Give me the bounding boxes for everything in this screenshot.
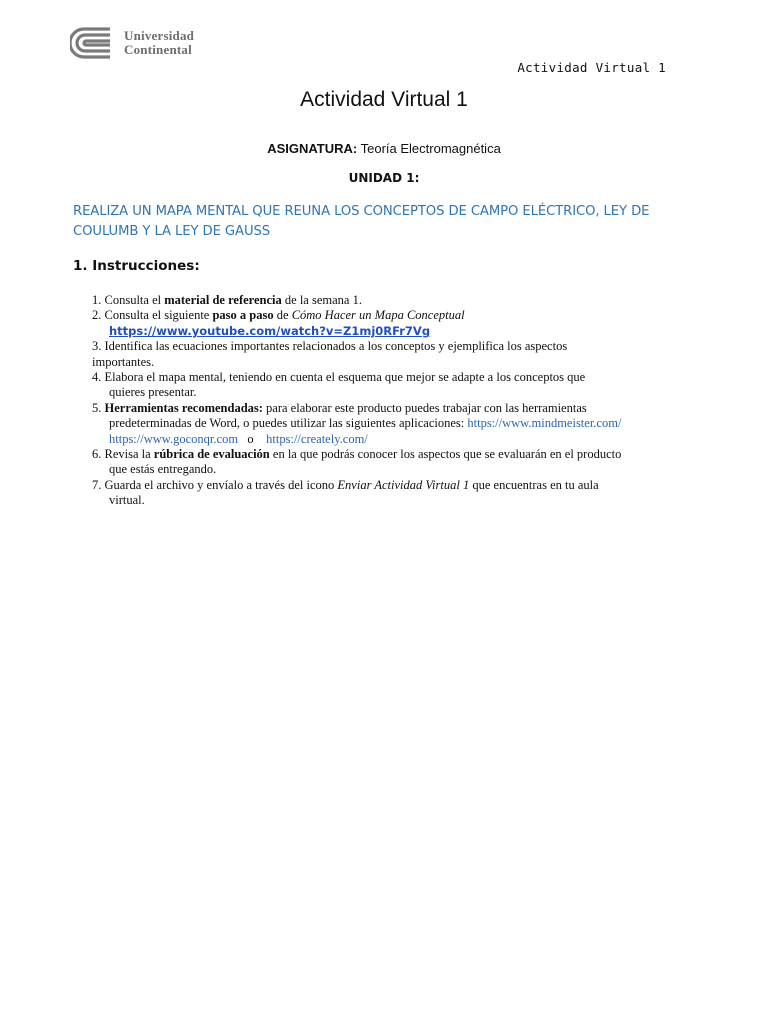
- item-text: 6. Revisa la: [92, 447, 154, 462]
- header-activity-label: Actividad Virtual 1: [517, 60, 666, 75]
- item-text: 3. Identifica las ecuaciones importantes relacionados a los conceptos y ejemplifica los aspectos: [92, 339, 568, 354]
- university-logo: [70, 26, 194, 60]
- task-statement: REALIZA UN MAPA MENTAL QUE REUNA LOS CONCEPTOS DE CAMPO ELÉCTRICO, LEY DE COULUMB Y LA LEY DE GAUSS: [73, 204, 650, 239]
- list-item: [92, 401, 712, 447]
- item-text: de: [273, 308, 292, 323]
- item-continuation: [92, 432, 712, 447]
- item-bold: paso a paso: [212, 308, 274, 323]
- item-bold: Herramientas recomendadas:: [104, 400, 263, 415]
- item-text: para elaborar este producto puedes trabajar con las herramientas: [262, 400, 587, 415]
- list-item: [92, 370, 712, 401]
- item-continuation: que estás entregando.: [109, 462, 217, 477]
- item-bold: rúbrica de evaluación: [153, 447, 270, 462]
- item-text: 1. Consulta el: [92, 293, 165, 307]
- item-text: 7. Guarda el archivo y envíalo a través del icono: [92, 477, 338, 492]
- item-text: o: [238, 431, 267, 446]
- item-continuation: [92, 324, 712, 339]
- item-text: de la semana 1.: [281, 293, 362, 307]
- item-text: predeterminadas de Word, o puedes utilizar las siguientes aplicaciones:: [109, 416, 468, 431]
- logo-line1: Universidad: [124, 28, 195, 43]
- item-text: 2. Consulta el siguiente: [92, 308, 213, 323]
- subject-label: ASIGNATURA:: [267, 141, 358, 156]
- creately-link[interactable]: https://creately.com/: [266, 431, 368, 446]
- youtube-link[interactable]: https://www.youtube.com/watch?v=Z1mj0RFr7Vg: [109, 323, 431, 338]
- item-continuation: [92, 416, 712, 431]
- logo-line2: Continental: [124, 42, 192, 57]
- item-italic: Cómo Hacer un Mapa Conceptual: [291, 308, 465, 323]
- item-italic: Enviar Actividad Virtual 1: [337, 477, 470, 492]
- item-continuation: quieres presentar.: [109, 385, 197, 400]
- item-text: 5.: [92, 400, 105, 415]
- page-title: Actividad Virtual 1: [300, 88, 468, 111]
- list-item: [92, 293, 712, 308]
- item-bold: material de referencia: [164, 293, 282, 307]
- instructions-list: [92, 293, 712, 509]
- list-item: [92, 447, 712, 478]
- goconqr-link[interactable]: https://www.goconqr.com: [109, 431, 239, 446]
- mindmeister-link[interactable]: https://www.mindmeister.com/: [467, 416, 622, 431]
- item-text: importantes.: [92, 354, 155, 369]
- logo-mark-icon: [70, 26, 116, 60]
- section-heading: 1. Instrucciones:: [73, 258, 200, 274]
- list-item: [92, 339, 712, 370]
- item-text: que encuentras en tu aula: [469, 477, 599, 492]
- item-text: 4. Elabora el mapa mental, teniendo en cuenta el esquema que mejor se adapte a los conceptos que: [92, 370, 586, 385]
- item-continuation: virtual.: [109, 493, 145, 508]
- list-item: [92, 478, 712, 509]
- logo-text: [124, 29, 194, 57]
- unit-heading: UNIDAD 1:: [348, 171, 420, 185]
- list-item: [92, 308, 712, 339]
- item-text: en la que podrás conocer los aspectos que se evaluarán en el producto: [269, 447, 622, 462]
- subject-line: [0, 141, 768, 156]
- subject-value: Teoría Electromagnética: [357, 141, 501, 156]
